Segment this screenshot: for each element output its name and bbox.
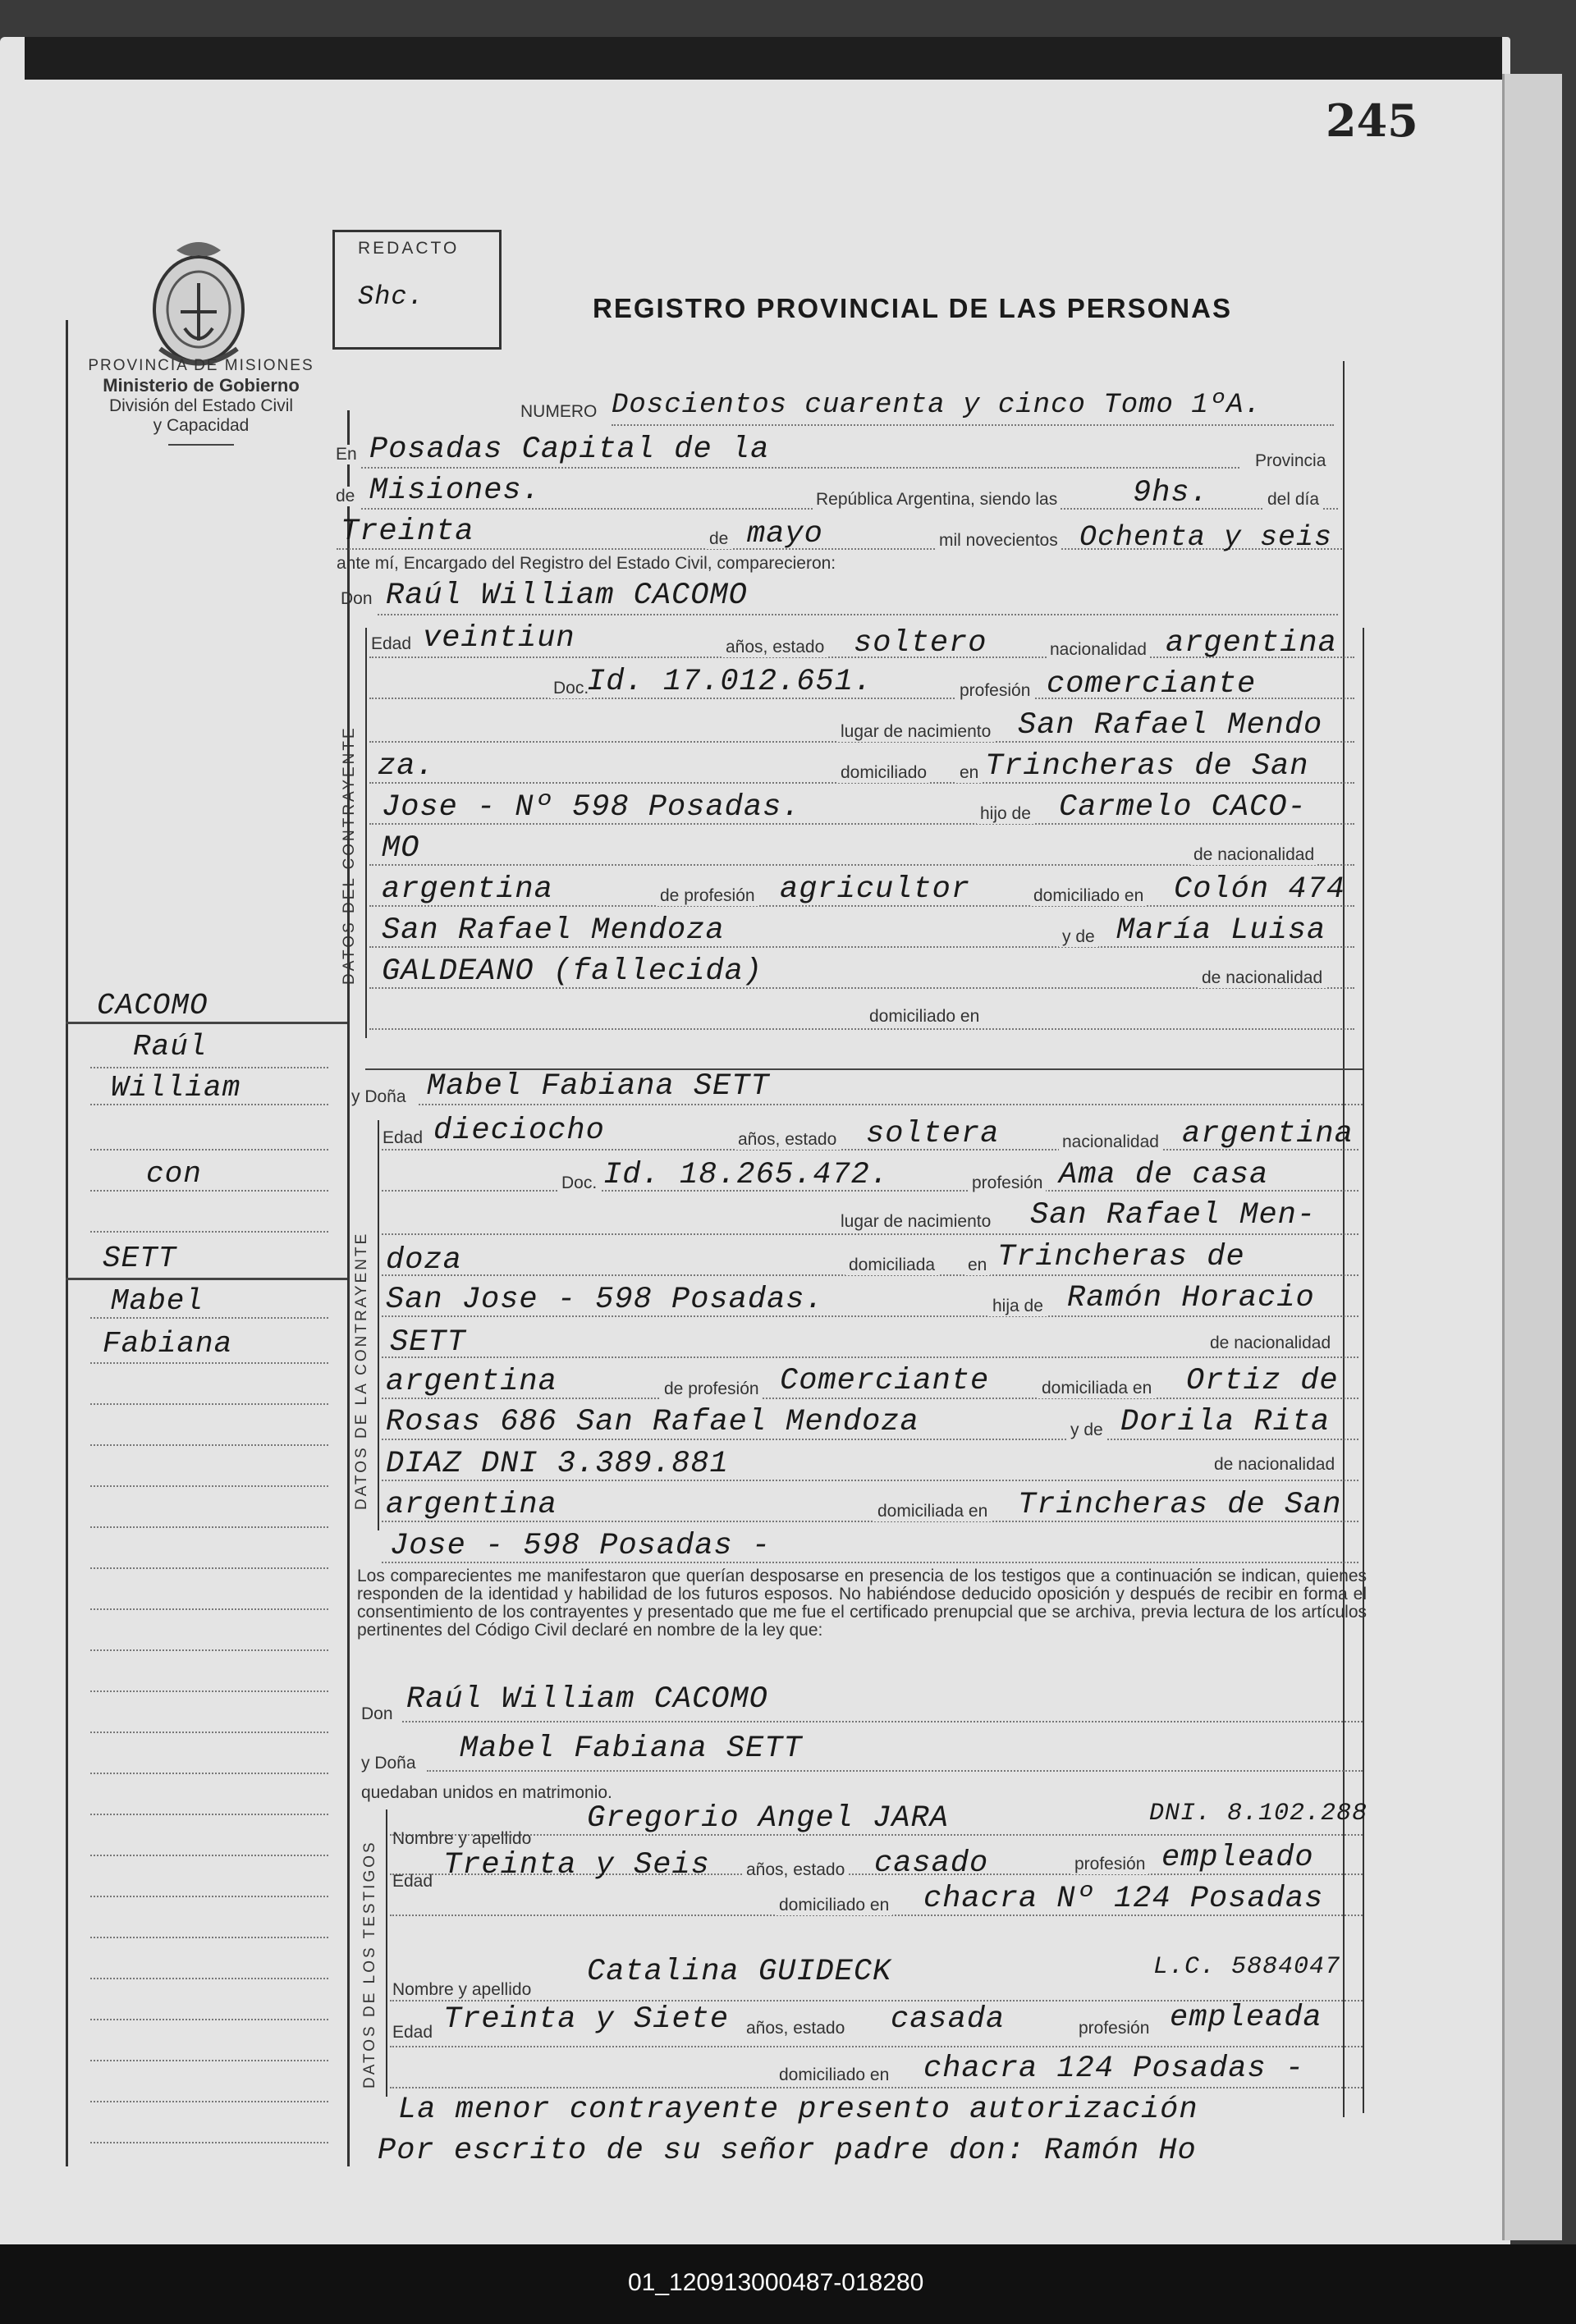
hora-value: 9hs. (1133, 476, 1209, 510)
del-dia-label: del día (1264, 490, 1322, 510)
bride-mother-dom-label: domiciliada en (874, 1502, 991, 1521)
margin-surname-bride: SETT (103, 1242, 177, 1275)
bride-nacionalidad: argentina (1182, 1117, 1354, 1151)
bride-y-de-label: y de (1067, 1420, 1106, 1440)
place-value: Posadas Capital de la (369, 432, 770, 467)
groom-mother-b: GALDEANO (fallecida) (382, 954, 763, 989)
bride-mother-nac-label: de nacionalidad (1211, 1455, 1338, 1475)
bride-mother-dom-a: Trincheras de San (1018, 1488, 1342, 1522)
page-title: REGISTRO PROVINCIAL DE LAS PERSONAS (593, 293, 1232, 323)
groom-y-de-label: y de (1059, 927, 1098, 947)
margin-name-groom-1: Raúl (133, 1030, 208, 1064)
groom-lugar-a: San Rafael Mendo (1018, 708, 1323, 743)
t1-doc: DNI. 8.102.288 (1149, 1800, 1368, 1828)
ante-text: ante mí, Encargado del Registro del Estado Civil, comparecieron: (337, 554, 836, 573)
groom-estado: soltero (854, 626, 987, 661)
bride-lugar-b: doza (386, 1243, 462, 1278)
groom-profesion: comerciante (1047, 667, 1257, 702)
bride-lugar-a: San Rafael Men- (1030, 1198, 1317, 1233)
bride-mother-dom-b: Jose - 598 Posadas - (390, 1529, 772, 1563)
bride-father-nac: argentina (386, 1365, 557, 1399)
note-line-1: La menor contrayente presento autorización (398, 2093, 1198, 2127)
bride-prof-label: profesión (969, 1173, 1046, 1193)
groom-doc-label: Doc. (550, 679, 592, 698)
bride-father-dom-a: Ortiz de (1186, 1364, 1339, 1398)
groom-mother-nac-label: de nacionalidad (1198, 968, 1326, 988)
bride-dom-b: San Jose - 598 Posadas. (386, 1283, 824, 1317)
t1-prof-label: profesión (1071, 1855, 1148, 1874)
register-page (0, 37, 1510, 2244)
groom-section-label: DATOS DEL CONTRAYENTE (341, 725, 358, 985)
bride-father-prof: Comerciante (780, 1364, 990, 1398)
groom-dom-a: Trincheras de San (985, 749, 1309, 784)
groom-father-a: Carmelo CACO- (1059, 790, 1307, 825)
t2-estado: casada (891, 2002, 1006, 2037)
margin-name-bride-2: Fabiana (103, 1327, 233, 1361)
note-line-2: Por escrito de su señor padre don: Ramón Ho (378, 2134, 1197, 2168)
decl-don-value: Raúl William CACOMO (406, 1682, 768, 1717)
decl-don-label: Don (361, 1704, 393, 1723)
t2-dom-label: domiciliado en (776, 2066, 892, 2085)
t1-name: Gregorio Angel JARA (587, 1801, 949, 1836)
republica-text: República Argentina, siendo las (813, 490, 1061, 510)
bride-mother-a: Dorila Rita (1120, 1405, 1331, 1439)
decl-dona-value: Mabel Fabiana SETT (460, 1732, 803, 1766)
bride-section-label: DATOS DE LA CONTRAYENTE (353, 1231, 370, 1510)
t2-domicilio: chacra 124 Posadas - (923, 2052, 1305, 2086)
groom-dom-label: domiciliado (837, 763, 930, 783)
bride-nac-label: nacionalidad (1059, 1132, 1162, 1152)
agency-capacity: y Capacidad (153, 416, 250, 435)
bride-doc: Id. 18.265.472. (603, 1158, 890, 1192)
groom-prof-label: profesión (956, 681, 1033, 701)
bride-mother-b: DIAZ DNI 3.389.881 (386, 1447, 729, 1481)
groom-doc: Id. 17.012.651. (587, 665, 873, 699)
bride-father-a: Ramón Horacio (1067, 1281, 1315, 1315)
bride-name: Mabel Fabiana SETT (427, 1069, 770, 1104)
numero-value: Doscientos cuarenta y cinco Tomo 1ºA. (612, 390, 1262, 421)
document-id: 01_120913000487-018280 (628, 2269, 924, 2296)
t2-estado-label: años, estado (743, 2019, 848, 2038)
bride-hija-label: hija de (989, 1297, 1047, 1316)
provincia-label: Provincia (1252, 451, 1329, 471)
agency-division: División del Estado Civil (108, 396, 294, 415)
redacto-box (332, 230, 502, 350)
groom-don-label: Don (341, 589, 373, 608)
groom-name: Raúl William CACOMO (386, 579, 748, 613)
margin-con: con (146, 1157, 202, 1191)
de-month-label: de (706, 529, 731, 549)
t1-estado-label: años, estado (743, 1860, 848, 1880)
t2-doc: L.C. 5884047 (1153, 1953, 1341, 1981)
redacto-initials: Shc. (358, 281, 424, 312)
bride-dom-a: Trincheras de (997, 1240, 1245, 1274)
groom-father-prof: agricultor (780, 872, 971, 907)
mes-value: mayo (747, 517, 823, 551)
groom-lugar-b: za. (378, 749, 435, 784)
province-value: Misiones. (369, 473, 541, 508)
bride-dona-label: y Doña (351, 1087, 406, 1106)
t1-profesion: empleado (1161, 1841, 1314, 1875)
groom-nacionalidad: argentina (1166, 626, 1337, 661)
t2-edad: Treinta y Siete (443, 2002, 730, 2037)
footer-bar (0, 2244, 1576, 2324)
declaration-clause: Los comparecientes me manifestaron que querían desposarse en presencia de los testigos que a continuación se indican, quienes responden de la identidad y habilidad de los futuros esposos. No habiéndose deducido oposición y después de recibir en forma el consentimiento de los contrayentes y presentado que me fue el certificado prenupcial que se archiva, previa lectura de los artículos pertinentes del Código Civil declaré en nombre de la ley que: (357, 1567, 1367, 1640)
groom-father-b: MO (382, 831, 420, 866)
bride-edad: dieciocho (433, 1114, 605, 1148)
groom-dom-en-label: en (956, 763, 982, 783)
agency-province: PROVINCIA DE MISIONES (88, 357, 314, 374)
bride-estado: soltera (866, 1117, 1000, 1151)
groom-mother-a: María Luisa (1116, 913, 1326, 948)
groom-father-nac: argentina (382, 872, 553, 907)
de-label: de (332, 487, 358, 506)
margin-name-groom-2: William (111, 1071, 241, 1105)
bride-lugar-label: lugar de nacimiento (837, 1212, 994, 1232)
t2-edad-label: Edad (392, 2023, 433, 2042)
en-label: En (332, 445, 360, 464)
mil-label: mil novecientos (936, 531, 1061, 551)
t2-prof-label: profesión (1075, 2019, 1152, 2038)
t1-nombre-label: Nombre y apellido (392, 1829, 532, 1848)
groom-edad-label: Edad (371, 634, 412, 653)
bride-profesion: Ama de casa (1059, 1158, 1269, 1192)
bride-estado-label: años, estado (735, 1130, 840, 1150)
margin-name-bride-1: Mabel (111, 1284, 204, 1318)
bride-edad-label: Edad (383, 1128, 424, 1147)
groom-lugar-label: lugar de nacimiento (837, 722, 994, 742)
t2-nombre-label: Nombre y apellido (392, 1980, 532, 1999)
witnesses-section-label: DATOS DE LOS TESTIGOS (361, 1840, 378, 2088)
t1-domicilio: chacra Nº 124 Posadas (923, 1882, 1324, 1916)
decl-dona-label: y Doña (361, 1754, 416, 1773)
t2-profesion: empleada (1170, 2001, 1322, 2035)
groom-father-dom-a: Colón 474 (1174, 872, 1345, 907)
anio-value: Ochenta y seis (1079, 521, 1333, 554)
groom-mother-dom-label: domiciliado en (866, 1007, 983, 1027)
bride-father-nac-label: de nacionalidad (1207, 1334, 1334, 1353)
bride-doc-label: Doc. (558, 1173, 600, 1193)
groom-father-dom-b: San Rafael Mendoza (382, 913, 725, 948)
bride-father-dom-label: domiciliada en (1038, 1379, 1155, 1398)
stacked-pages-edge (1502, 74, 1562, 2240)
groom-nac-label: nacionalidad (1047, 640, 1150, 660)
margin-surname-groom: CACOMO (97, 989, 208, 1022)
bride-mother-nac: argentina (386, 1488, 557, 1522)
agency-ministry: Ministerio de Gobierno (103, 375, 300, 396)
binding-edge (25, 37, 1502, 80)
t2-name: Catalina GUIDECK (587, 1955, 892, 1989)
dia-value: Treinta (341, 515, 474, 549)
bride-father-dom-b: Rosas 686 San Rafael Mendoza (386, 1405, 919, 1439)
groom-father-nac-label: de nacionalidad (1190, 845, 1317, 865)
groom-father-prof-label: de profesión (657, 886, 758, 906)
groom-edad: veintiun (423, 621, 575, 656)
page-number: 245 (1326, 94, 1418, 147)
t1-edad: Treinta y Seis (443, 1848, 710, 1883)
bride-father-b: SETT (390, 1325, 466, 1360)
groom-hijo-label: hijo de (977, 804, 1034, 824)
groom-father-dom-label: domiciliado en (1030, 886, 1147, 906)
groom-dom-b: Jose - Nº 598 Posadas. (382, 790, 801, 825)
agency-block (78, 357, 324, 446)
bride-dom-en-label: en (964, 1256, 990, 1275)
groom-estado-label: años, estado (722, 638, 827, 657)
redacto-label: REDACTO (358, 239, 460, 258)
bride-dom-label: domiciliada (845, 1256, 938, 1275)
decl-quedaban: quedaban unidos en matrimonio. (361, 1783, 612, 1802)
bride-father-prof-label: de profesión (661, 1379, 763, 1399)
t1-edad-label: Edad (392, 1872, 433, 1891)
t1-dom-label: domiciliado en (776, 1896, 892, 1915)
t1-estado: casado (874, 1846, 989, 1881)
numero-label: NUMERO (517, 402, 600, 422)
